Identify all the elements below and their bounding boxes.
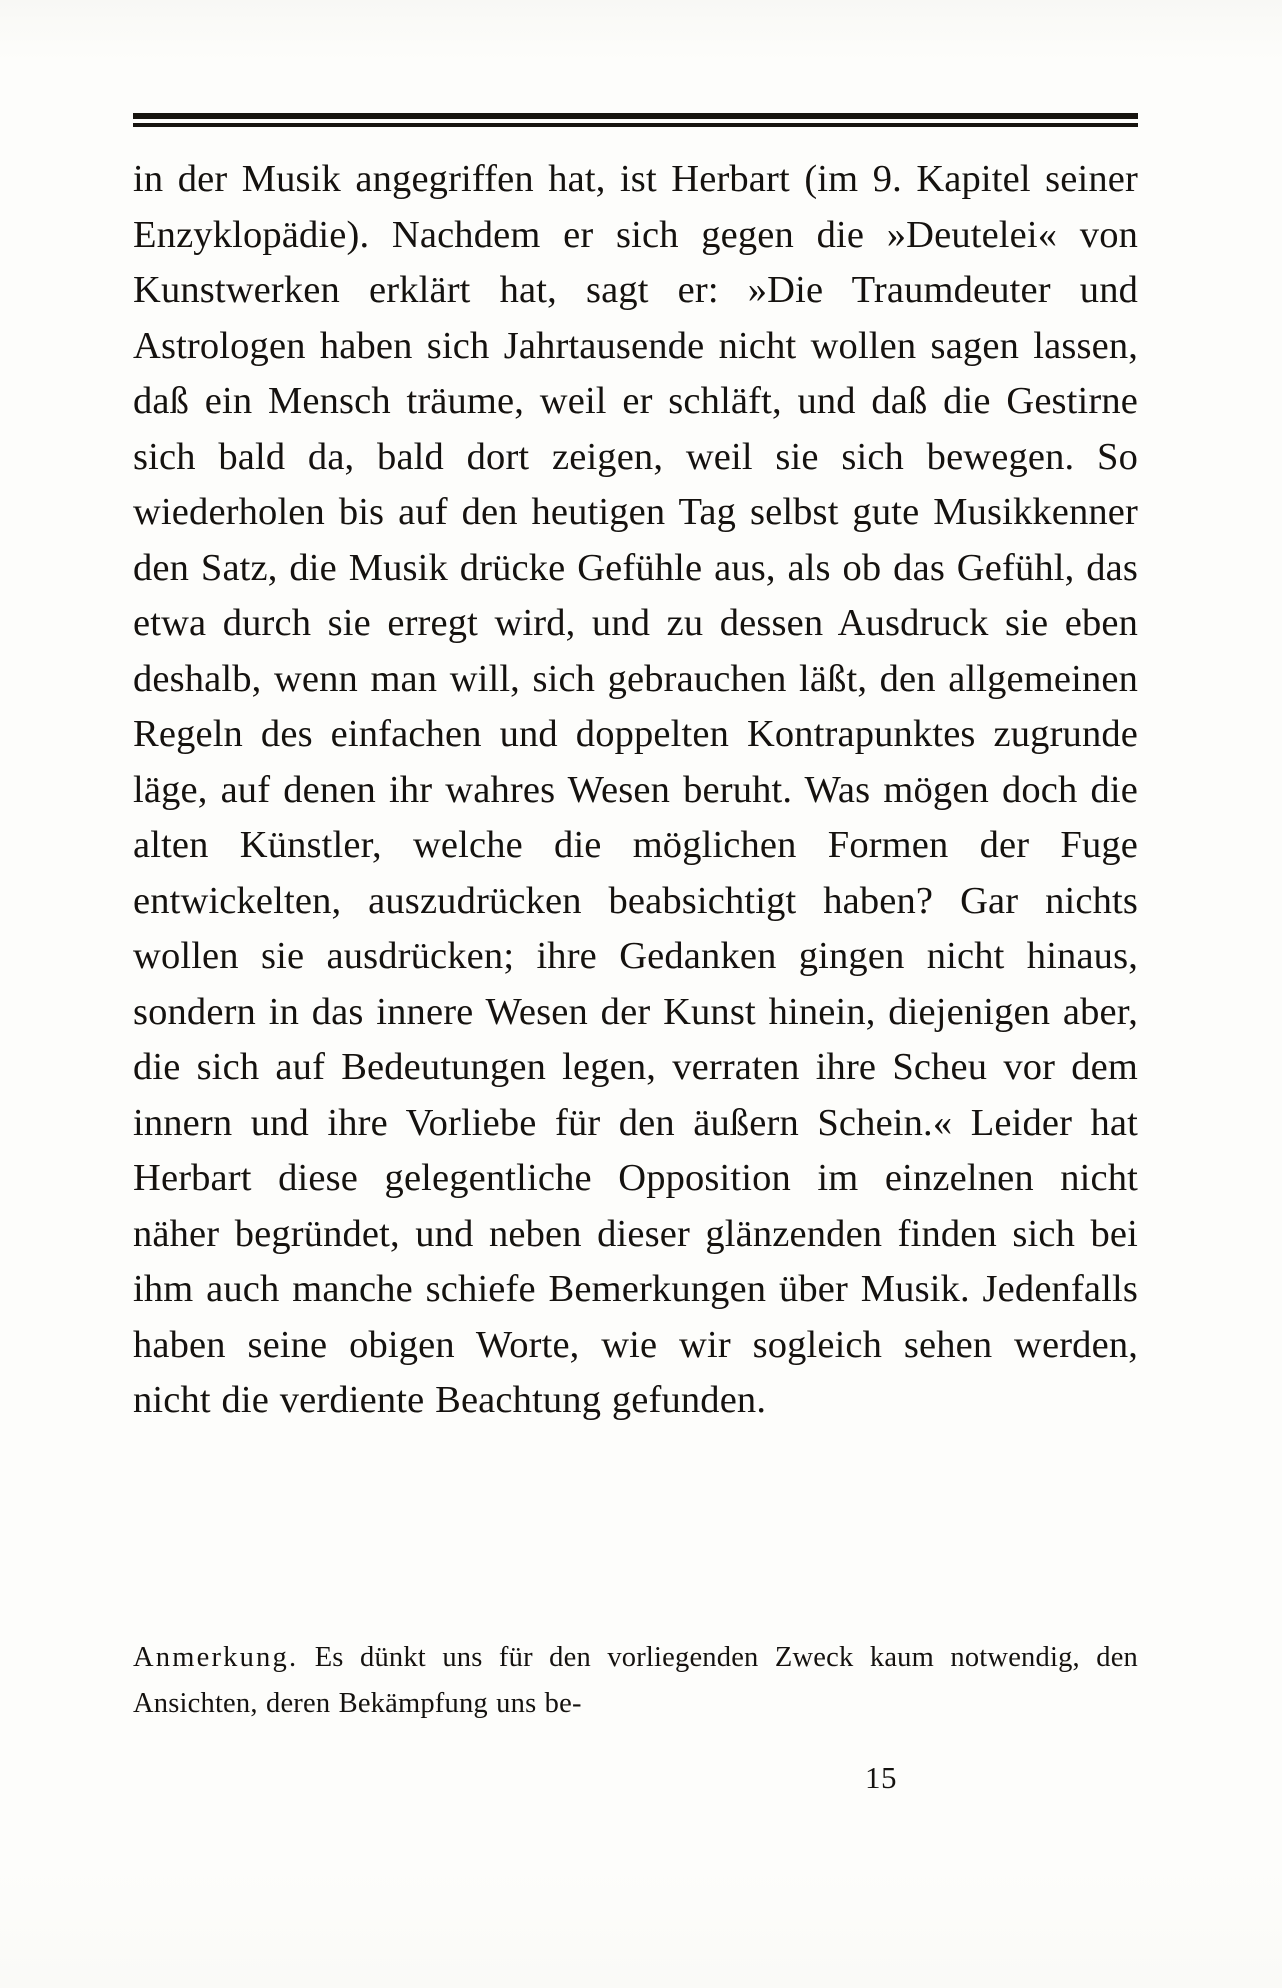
double-rule-ornament xyxy=(133,113,1138,127)
page-number-value: 15 xyxy=(865,1760,897,1795)
body-text-block xyxy=(133,152,1138,1429)
main-paragraph: in der Musik angegriffen hat, ist Herbart (im 9. Kapitel seiner Enzyklopädie). Nachdem er sich gegen die »Deutelei« von Kunstwerken erklärt hat, sagt er: »Die Traumdeuter und Astrologen haben sich Jahrtausende nicht wollen sagen lassen, daß ein Mensch träume, weil er schläft, und daß die Gestirne sich bald da, bald dort zeigen, weil sie sich bewegen. So wiederholen bis auf den heutigen Tag selbst gute Musikkenner den Satz, die Musik drücke Gefühle aus, als ob das Gefühl, das etwa durch sie erregt wird, und zu dessen Ausdruck sie eben deshalb, wenn man will, sich gebrauchen läßt, den allgemeinen Regeln des einfachen und doppelten Kontrapunktes zugrunde läge, auf denen ihr wahres Wesen beruht. Was mögen doch die alten Künstler, welche die möglichen Formen der Fuge entwickelten, auszudrücken beabsichtigt haben? Gar nichts wollen sie ausdrücken; ihre Gedanken gingen nicht hinaus, sondern in das innere Wesen der Kunst hinein, diejenigen aber, die sich auf Bedeutungen legen, verraten ihre Scheu vor dem innern und ihre Vorliebe für den äußern Schein.« Leider hat Herbart diese gelegentliche Opposition im einzelnen nicht näher begründet, und neben dieser glänzenden finden sich bei ihm auch manche schiefe Bemerkungen über Musik. Jedenfalls haben seine obigen Worte, wie wir sogleich sehen werden, nicht die verdiente Beachtung gefunden. xyxy=(133,158,1138,1421)
footnote-text: Es dünkt uns für den vorliegenden Zweck kaum notwendig, den Ansichten, deren Bekämpfung uns be- xyxy=(133,1642,1139,1719)
rule-thick-line xyxy=(133,113,1138,119)
footnote-block xyxy=(133,1635,1138,1727)
page-top-shade xyxy=(0,0,1282,60)
page-bottom-shade xyxy=(0,1868,1282,1988)
footnote-paragraph xyxy=(133,1635,1138,1727)
rule-thin-line xyxy=(133,123,1138,127)
page-number xyxy=(0,1760,1282,1796)
footnote-label: Anmerkung. xyxy=(133,1642,299,1673)
